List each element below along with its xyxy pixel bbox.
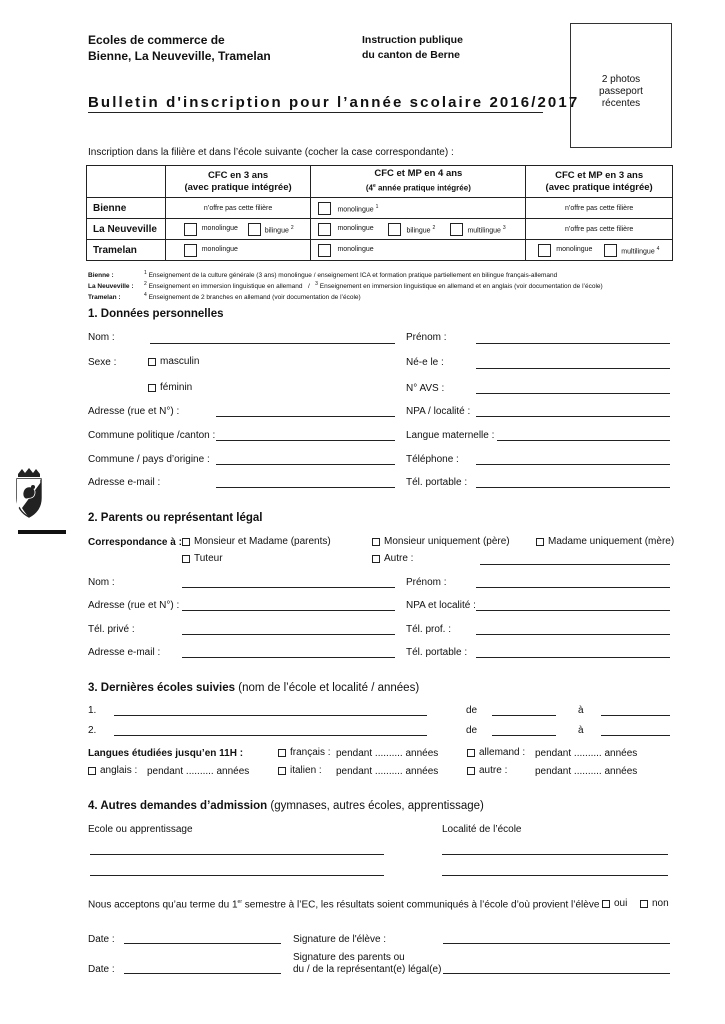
duration-text: pendant .......... années — [336, 766, 439, 777]
school-name — [88, 32, 271, 64]
field-label: Signature des parents ou — [293, 952, 405, 963]
other-locality-1-input[interactable] — [442, 854, 668, 855]
parent-adresse-input[interactable] — [182, 610, 395, 611]
field-label: Nom : — [88, 332, 115, 343]
parent-tel-input[interactable] — [182, 634, 395, 635]
pere-checkbox[interactable] — [372, 538, 380, 546]
autre-input[interactable] — [480, 564, 670, 565]
lang-italien-option[interactable] — [278, 765, 322, 776]
neuveville-cfcmp4-monolingue-checkbox[interactable] — [318, 223, 331, 236]
masculin-checkbox[interactable] — [148, 358, 156, 366]
authority-line-2: du canton de Berne — [362, 49, 461, 61]
email-input[interactable] — [216, 487, 395, 488]
bienne-cfcmp4-cell — [311, 198, 526, 219]
other-school-1-input[interactable] — [90, 854, 384, 855]
francais-checkbox[interactable] — [278, 749, 286, 757]
col-header-text: (avec pratique intégrée) — [184, 181, 292, 193]
field-label: Langues étudiées jusqu’en 11H : — [88, 748, 244, 759]
field-label: NPA / localité : — [406, 406, 471, 417]
field-label: Tél. prof. : — [406, 624, 452, 635]
school-2-to-input[interactable] — [601, 735, 670, 736]
tramelan-cfcmp3-monolingue-checkbox[interactable] — [538, 244, 551, 257]
option-label: masculin — [160, 356, 200, 367]
lang-allemand-option[interactable] — [467, 747, 525, 758]
npa-input[interactable] — [476, 416, 670, 417]
tramelan-cfcmp4-monolingue-checkbox[interactable] — [318, 244, 331, 257]
parent-email-input[interactable] — [182, 657, 395, 658]
commune-input[interactable] — [216, 440, 395, 441]
field-label: Localité de l’école — [442, 824, 522, 835]
field-label: Tél. portable : — [406, 477, 468, 488]
photo-box-line: récentes — [601, 98, 641, 109]
row-label-tramelan: Tramelan — [87, 240, 166, 261]
option-label: monolingue — [337, 225, 374, 232]
footnote-label: La Neuveville : — [88, 283, 134, 291]
italien-checkbox[interactable] — [278, 767, 286, 775]
lang-francais-option[interactable] — [278, 747, 331, 758]
field-label: Date : — [88, 964, 115, 975]
photo-box — [570, 23, 672, 148]
footnotes: Bienne : $^1$ Enseignement de la culture générale (3 ans) monolingue / enseignement ICA et formation pratique partiellement en bilingue français-allemand La Neuveville : $^2$ Enseignement en immersion linguistique en allemand / $^3$ Enseignement en immersion linguistique en allemand et en anglais (voir documentation de l’école) Tramelan : $^4$ Enseignement de 2 branches en allemand (voir documentation de l’école) — [88, 270, 603, 302]
field-label: Adresse (rue et N°) : — [88, 406, 180, 417]
option-label: monolingue — [201, 225, 238, 232]
option-label: multilingue $^4$ — [621, 246, 660, 256]
duration-text: pendant .......... années — [336, 748, 439, 759]
field-label: Tél. portable : — [406, 647, 468, 658]
field-label: Prénom : — [406, 332, 447, 343]
bienne-monolingue-checkbox[interactable] — [318, 202, 331, 215]
field-label: Ecole ou apprentissage — [88, 824, 193, 835]
lang-anglais-option[interactable] — [88, 765, 137, 776]
not-offered: n’offre pas cette filière — [526, 219, 673, 240]
school-2-input[interactable] — [114, 735, 427, 736]
other-locality-2-input[interactable] — [442, 875, 668, 876]
corr-pere-option[interactable] — [372, 536, 510, 547]
field-label: Prénom : — [406, 577, 447, 588]
option-label: non — [652, 898, 669, 909]
field-label: Correspondance à : — [88, 537, 182, 548]
field-label: Téléphone : — [406, 454, 459, 465]
consent-non-option[interactable] — [640, 898, 669, 909]
school-2-from-input[interactable] — [492, 735, 556, 736]
bern-bear-crest-icon — [14, 468, 44, 520]
field-label: N° AVS : — [406, 383, 445, 394]
field-label: Nom : — [88, 577, 115, 588]
portable-input[interactable] — [476, 487, 670, 488]
field-label: Commune / pays d’origine : — [88, 454, 210, 465]
row-label-bienne: Bienne — [87, 198, 166, 219]
field-label: Langue maternelle : — [406, 430, 495, 441]
choice-intro: Inscription dans la filière et dans l’école suivante (cocher la case correspondante) : — [88, 147, 454, 158]
option-label: oui — [614, 898, 628, 909]
prenom-input[interactable] — [476, 343, 670, 344]
neuveville-cfcmp4-cell — [311, 219, 526, 240]
corr-tuteur-option[interactable] — [182, 553, 223, 564]
parent-prenom-input[interactable] — [476, 587, 670, 588]
field-label: Sexe : — [88, 357, 117, 368]
parent-signature-label — [293, 952, 441, 976]
option-label: bilingue $^2$ — [264, 225, 294, 235]
non-checkbox[interactable] — [640, 900, 648, 908]
parent-npa-input[interactable] — [476, 610, 670, 611]
date-1-input[interactable] — [124, 943, 281, 944]
field-label: Adresse e-mail : — [88, 647, 161, 658]
field-label: de — [466, 705, 478, 716]
anglais-checkbox[interactable] — [88, 767, 96, 775]
program-choice-table — [86, 165, 673, 261]
row-label-la-neuveville: La Neuveville — [87, 219, 166, 240]
option-label: Monsieur uniquement (père) — [384, 536, 510, 547]
section-3-title: 3. Dernières écoles suivies (nom de l’école et localité / années) — [88, 682, 420, 694]
school-1-from-input[interactable] — [492, 715, 556, 716]
neuveville-cfc3-monolingue-checkbox[interactable] — [184, 223, 197, 236]
footnote-4: Enseignement de 2 branches en allemand (voir documentation de l’école) — [148, 294, 361, 302]
feminin-checkbox[interactable] — [148, 384, 156, 392]
parent-telprof-input[interactable] — [476, 634, 670, 635]
mere-checkbox[interactable] — [536, 538, 544, 546]
col-header-text: (4e année pratique intégrée) — [365, 183, 471, 193]
oui-checkbox[interactable] — [602, 900, 610, 908]
field-label: de — [466, 725, 478, 736]
tramelan-cfc3-cell — [165, 240, 311, 261]
field-label: 2. — [88, 725, 97, 736]
option-label: Autre : — [384, 553, 414, 564]
not-offered: n’offre pas cette filière — [526, 198, 673, 219]
adresse-input[interactable] — [216, 416, 395, 417]
autre-checkbox[interactable] — [372, 555, 380, 563]
consent-text: Nous acceptons qu’au terme du 1er semestre à l’EC, les résultats soient communiqués à l’école d’où provient l’élève — [88, 899, 600, 911]
sexe-feminin-option[interactable] — [148, 382, 192, 393]
option-label: Tuteur — [194, 553, 223, 564]
parent-signature-input[interactable] — [443, 973, 670, 974]
neuveville-cfcmp4-bilingue-checkbox[interactable] — [388, 223, 401, 236]
field-label: Adresse e-mail : — [88, 477, 161, 488]
sexe-masculin-option[interactable] — [148, 356, 199, 367]
tramelan-cfcmp3-multilingue-checkbox[interactable] — [604, 244, 617, 257]
field-label: à — [578, 705, 584, 716]
option-label: bilingue $^2$ — [406, 225, 436, 235]
birthdate-input[interactable] — [476, 368, 670, 369]
page-title: Bulletin d'inscription pour l’année scolaire 2016/2017 — [88, 94, 580, 111]
option-label: français : — [290, 747, 331, 758]
avs-input[interactable] — [476, 393, 670, 394]
option-label: allemand : — [479, 747, 526, 758]
footnote-2: Enseignement en immersion linguistique en allemand — [148, 283, 303, 291]
other-school-2-input[interactable] — [90, 875, 384, 876]
section-2-title: 2. Parents ou représentant légal — [88, 512, 263, 524]
footnote-1: Enseignement de la culture générale (3 ans) monolingue / enseignement ICA et formation pratique partiellement en bilingue français-allemand — [148, 272, 558, 280]
photo-box-line: passeport — [599, 86, 643, 97]
duration-text: pendant .......... années — [535, 766, 638, 777]
field-label: Tél. privé : — [88, 624, 135, 635]
authority-name — [362, 33, 463, 63]
corr-parents-option[interactable] — [182, 536, 331, 547]
col-header-cfc3 — [165, 166, 311, 198]
option-label: autre : — [479, 765, 508, 776]
option-label: féminin — [160, 382, 193, 393]
langue-input[interactable] — [497, 440, 670, 441]
option-label: monolingue — [337, 246, 374, 253]
authority-line-1: Instruction publique — [362, 34, 463, 46]
col-header-text: CFC et MP en 4 ans — [374, 168, 463, 180]
field-label: Signature de l'élève : — [293, 934, 387, 945]
option-label: anglais : — [100, 765, 138, 776]
school-1-input[interactable] — [114, 715, 427, 716]
field-label: Commune politique /canton : — [88, 430, 216, 441]
tramelan-cfc3-monolingue-checkbox[interactable] — [184, 244, 197, 257]
col-header-cfcmp3 — [526, 166, 673, 198]
school-line-1: Ecoles de commerce de — [88, 33, 225, 47]
telephone-input[interactable] — [476, 464, 670, 465]
neuveville-cfcmp4-multilingue-checkbox[interactable] — [450, 223, 463, 236]
tramelan-cfcmp4-cell — [311, 240, 526, 261]
neuveville-cfc3-bilingue-checkbox[interactable] — [248, 223, 261, 236]
field-label: Date : — [88, 934, 115, 945]
footnote-label: Tramelan : — [88, 294, 121, 302]
field-label: du / de la représentant(e) légal(e) — [293, 964, 442, 975]
tuteur-checkbox[interactable] — [182, 555, 190, 563]
photo-box-line: 2 photos — [601, 74, 641, 85]
col-header-text: CFC en 3 ans — [207, 169, 269, 181]
tramelan-cfcmp3-cell — [526, 240, 673, 261]
allemand-checkbox[interactable] — [467, 749, 475, 757]
section-1-title: 1. Données personnelles — [88, 308, 224, 320]
autre-langue-checkbox[interactable] — [467, 767, 475, 775]
origine-input[interactable] — [216, 464, 395, 465]
parent-nom-input[interactable] — [182, 587, 395, 588]
duration-text: pendant .......... années — [147, 766, 250, 777]
option-label: monolingue $^1$ — [337, 204, 379, 214]
student-signature-input[interactable] — [443, 943, 670, 944]
footnote-label: Bienne : — [88, 272, 114, 280]
col-header-text: CFC et MP en 3 ans — [555, 169, 644, 181]
option-label: monolingue — [201, 246, 238, 253]
col-header-cfcmp4 — [311, 166, 526, 198]
field-label: à — [578, 725, 584, 736]
option-label: multilingue $^3$ — [467, 225, 506, 235]
parents-checkbox[interactable] — [182, 538, 190, 546]
field-label: Adresse (rue et N°) : — [88, 600, 180, 611]
field-label: 1. — [88, 705, 97, 716]
school-1-to-input[interactable] — [601, 715, 670, 716]
option-label: monolingue — [556, 246, 593, 253]
field-label: NPA et localité : — [406, 600, 476, 611]
duration-text: pendant .......... années — [535, 748, 638, 759]
option-label: Madame uniquement (mère) — [548, 536, 675, 547]
neuveville-cfc3-cell — [165, 219, 311, 240]
col-header-text: (avec pratique intégrée) — [545, 181, 653, 193]
title-underline — [88, 112, 543, 113]
nom-input[interactable] — [150, 343, 395, 344]
option-label: italien : — [290, 765, 322, 776]
consent-oui-option[interactable] — [602, 898, 627, 909]
parent-portable-input[interactable] — [476, 657, 670, 658]
option-label: Monsieur et Madame (parents) — [194, 536, 331, 547]
school-line-2: Bienne, La Neuveville, Tramelan — [88, 49, 271, 63]
lang-autre-option[interactable] — [467, 765, 507, 776]
divider-bar — [18, 530, 66, 534]
corr-mere-option[interactable] — [536, 536, 674, 547]
date-2-input[interactable] — [124, 973, 281, 974]
not-offered: n’offre pas cette filière — [165, 198, 311, 219]
footnote-3: Enseignement en immersion linguistique en allemand et en anglais (voir documentation de l’école) — [319, 283, 603, 291]
corr-autre-option[interactable] — [372, 553, 413, 564]
section-4-title: 4. Autres demandes d’admission (gymnases, autres écoles, apprentissage) — [88, 800, 484, 812]
field-label: Né-e le : — [406, 357, 444, 368]
